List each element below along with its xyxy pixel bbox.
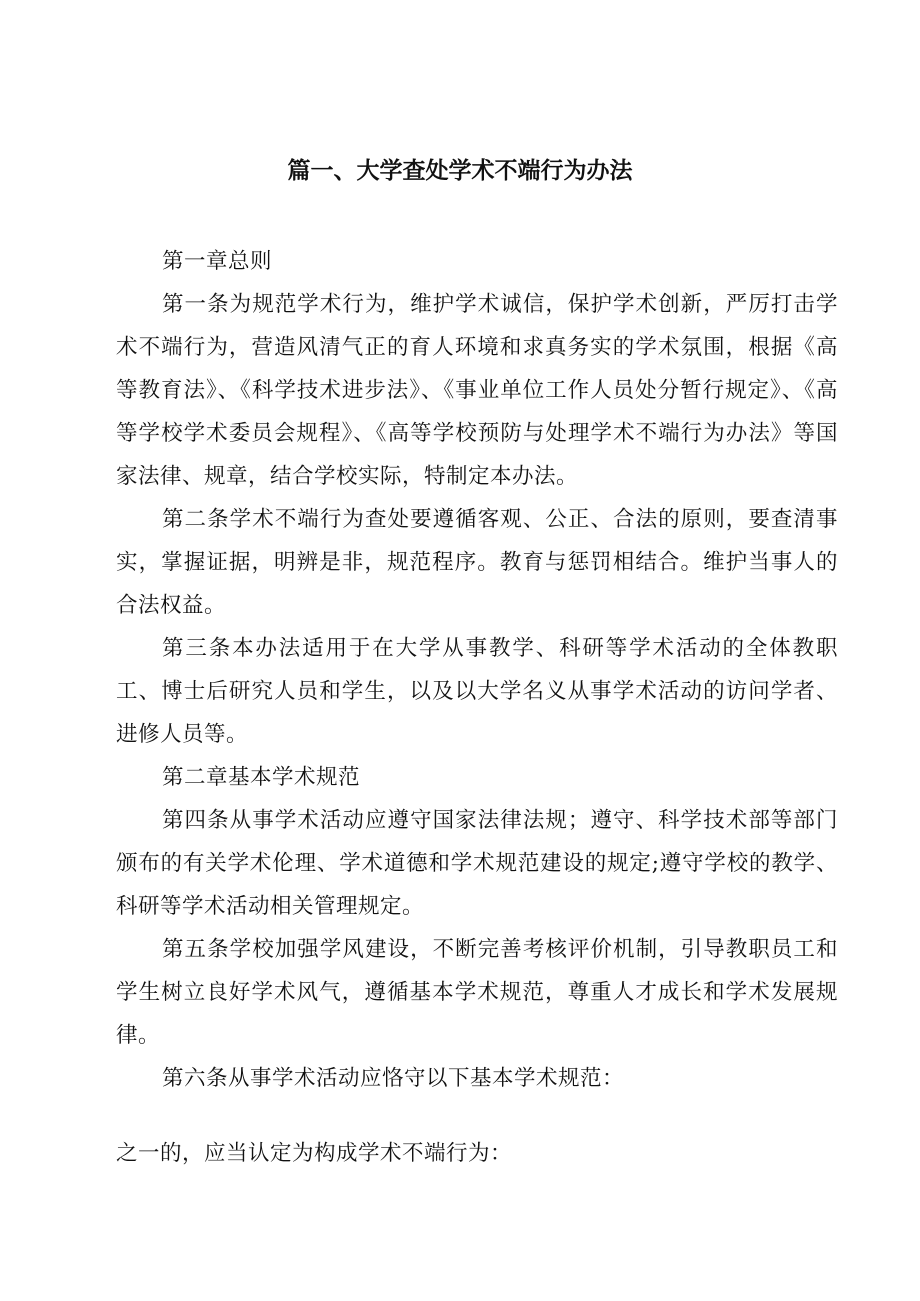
document-body	[116, 240, 838, 1100]
article-paragraph: 第四条从事学术活动应遵守国家法律法规；遵守、科学技术部等部门颁布的有关学术伦理、学术道德和学术规范建设的规定;遵守学校的教学、科研等学术活动相关管理规定。	[116, 808, 838, 919]
chapter-heading: 第二章基本学术规范	[162, 765, 361, 790]
chapter-heading: 第一章总则	[162, 249, 273, 274]
article-paragraph: 第二条学术不端行为查处要遵循客观、公正、合法的原则，要查清事实，掌握证据，明辨是非，规范程序。教育与惩罚相结合。维护当事人的合法权益。	[116, 507, 838, 618]
article-paragraph: 第一条为规范学术行为，维护学术诚信，保护学术创新，严厉打击学术不端行为，营造风清气正的育人环境和求真务实的学术氛围，根据《高等教育法》、《科学技术进步法》、《事业单位工作人员处分暂行规定》、《高等学校学术委员会规程》、《高等学校预防与处理学术不端行为办法》等国家法律、规章，结合学校实际，特制定本办法。	[116, 292, 838, 489]
article-paragraph: 第三条本办法适用于在大学从事教学、科研等学术活动的全体教职工、博士后研究人员和学生，以及以大学名义从事学术活动的访问学者、进修人员等。	[116, 636, 838, 747]
article-paragraph: 第五条学校加强学风建设，不断完善考核评价机制，引导教职员工和学生树立良好学术风气，遵循基本学术规范，尊重人才成长和学术发展规律。	[116, 937, 838, 1048]
trailing-line: 之一的，应当认定为构成学术不端行为：	[116, 1141, 513, 1166]
document-title: 篇一、大学查处学术不端行为办法	[287, 158, 633, 184]
article-paragraph: 第六条从事学术活动应恪守以下基本学术规范：	[162, 1066, 625, 1091]
